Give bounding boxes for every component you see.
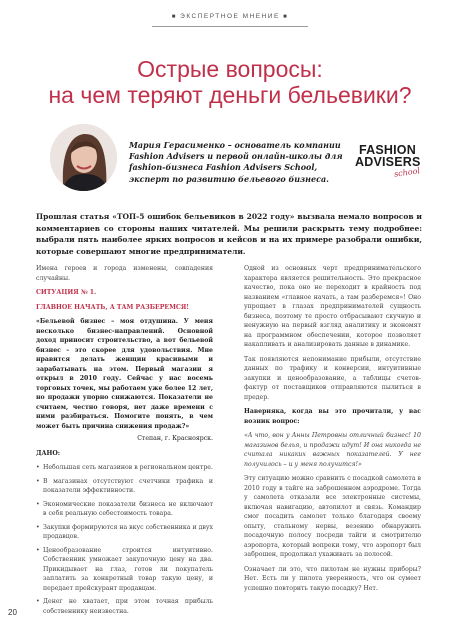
author-bio: Мария Герасименко – основатель компании Fashion Advisers и первой онлайн-школы для fashion-бизнеса Fashion Advisers School, эксперт по развитию бельевого бизнеса. (129, 140, 343, 184)
paragraph: Так появляются непонимание прибыли, отсутствие данных по трафику и конверсии, интуитивные закупки и ценообразование, а таблицы счетов-фактур от поставщиков отправляются пылиться в предер. (244, 355, 421, 401)
left-column (36, 264, 213, 620)
reader-quote: «Бельевой бизнес – моя отдушина. У меня несколько бизнес-направлений. Основной доход приносит строительство, а вот бельевой бизнес – это скорее для удовольствия. Мне нравится делать женщин красивыми и зарабатывать на этом. Первый магазин я открыл в 2010 году. Сейчас у нас восемь торговых точек, мы работаем уже более 12 лет, но продажи упорно снижаются. Показатели не считаем, честно говоря, нет даже времени с ними разбираться. Помогите понять, в чем может быть причина снижения продаж?» (36, 318, 213, 430)
situation-subheading: ГЛАВНОЕ НАЧАТЬ, А ТАМ РАЗБЕРЕМСЯ! (36, 303, 190, 311)
rubric-dot-right: ■ (283, 14, 289, 20)
list-item: • Ценообразование строится интуитивно. Собственник умножает закупочную цену на два. Прикидывает на глаз, готов ли покупатель заплатить за конкретный товар такую цену, и передает прейскурант продавцам. (36, 546, 213, 594)
title-line-1: Острые вопросы: (137, 56, 323, 82)
paragraph: Означает ли это, что пилотам не нужны приборы? Нет. Есть ли у пилота уверенность, что он сумеет успешно повторить такую посадку? Нет. (244, 565, 421, 592)
rubric-label: ЭКСПЕРТНОЕ МНЕНИЕ (180, 13, 280, 20)
article-title (0, 56, 460, 108)
article-lead: Прошлая статья «ТОП-5 ошибок бельевиков в 2022 году» вызвала немало вопросов и комментариев со стороны наших читателей. Мы решили раскрыть тему подробнее: выбрали пять наиболее ярких вопросов и кейсов и на их примере разобрали ошибки, которые совершают многие предприниматели. (36, 212, 422, 256)
quote-signature: Степан, г. Красноярск. (137, 435, 213, 442)
list-item: • Экономические показатели бизнеса не включают в себя реальную себестоимость товара. (36, 500, 213, 519)
list-item: • Небольшая сеть магазинов в региональном центре. (36, 463, 213, 473)
list-item: • В магазинах отсутствуют счетчики трафика и показатели эффективности. (36, 477, 213, 496)
logo-line-3: school (393, 166, 421, 179)
fashion-advisers-logo (355, 136, 435, 196)
list-item: • Денег не хватает, при этом точная прибыль собственнику неизвестна. (36, 597, 213, 616)
paragraph: Одной из основных черт предпринимательского характера является решительность. Это прекрасное качество, пока оно не переходит в крайность под названием «главное начать, а там разберемся»! Оно упрощает в глазах предпринимателей сущность бизнеса, поэтому те просто отбрасывают скучную и ненужную на первый взгляд аналитику и экономят на программном обеспечении, которое позволяет накапливать и анализировать данные в динамике. (244, 265, 421, 348)
title-line-2: на чем теряют деньги бельевики? (48, 82, 412, 108)
rubric-underline (152, 26, 308, 27)
italic-quote: «А что, вон у Анны Петровны отличный бизнес! 10 магазинов белья, и продажи идут! И она никогда не считала никаких важных показателей. У нее получилось – и у меня получится!» (244, 432, 421, 468)
logo-line-1: FASHION (359, 143, 416, 157)
right-column (244, 264, 421, 598)
logo-line-2: ADVISERS (355, 155, 421, 169)
page-number: 20 (8, 608, 17, 617)
section-rubric (0, 13, 460, 20)
highlight-paragraph: Наверняка, когда вы это прочитали, у вас возник вопрос: (244, 408, 421, 425)
list-item: • Закупки формируются на вкус собственника и двух продавцов. (36, 523, 213, 542)
given-heading: ДАНО: (36, 449, 61, 457)
author-photo (50, 124, 117, 191)
situation-heading: СИТУАЦИЯ № 1. (36, 289, 97, 296)
given-list (36, 463, 213, 616)
paragraph: Эту ситуацию можно сравнить с посадкой самолета в 2010 году в тайге на заброшенном аэродроме. Тогда у самолета отказали все электронные системы, включая навигацию, автопилот и связь. Командир смог посадить самолет только благодаря своему опыту, стальному нервы, везению обнаружить посадочную полосу посреди тайги и смотрителю аэропорта, который вопреки тому, что аэропорт был заброшен, продолжал ухаживать за полосой. (244, 475, 421, 558)
disclaimer-note: Имена героев и города изменены, совпадения случайны. (36, 265, 213, 282)
rubric-dot-left: ■ (171, 14, 177, 20)
